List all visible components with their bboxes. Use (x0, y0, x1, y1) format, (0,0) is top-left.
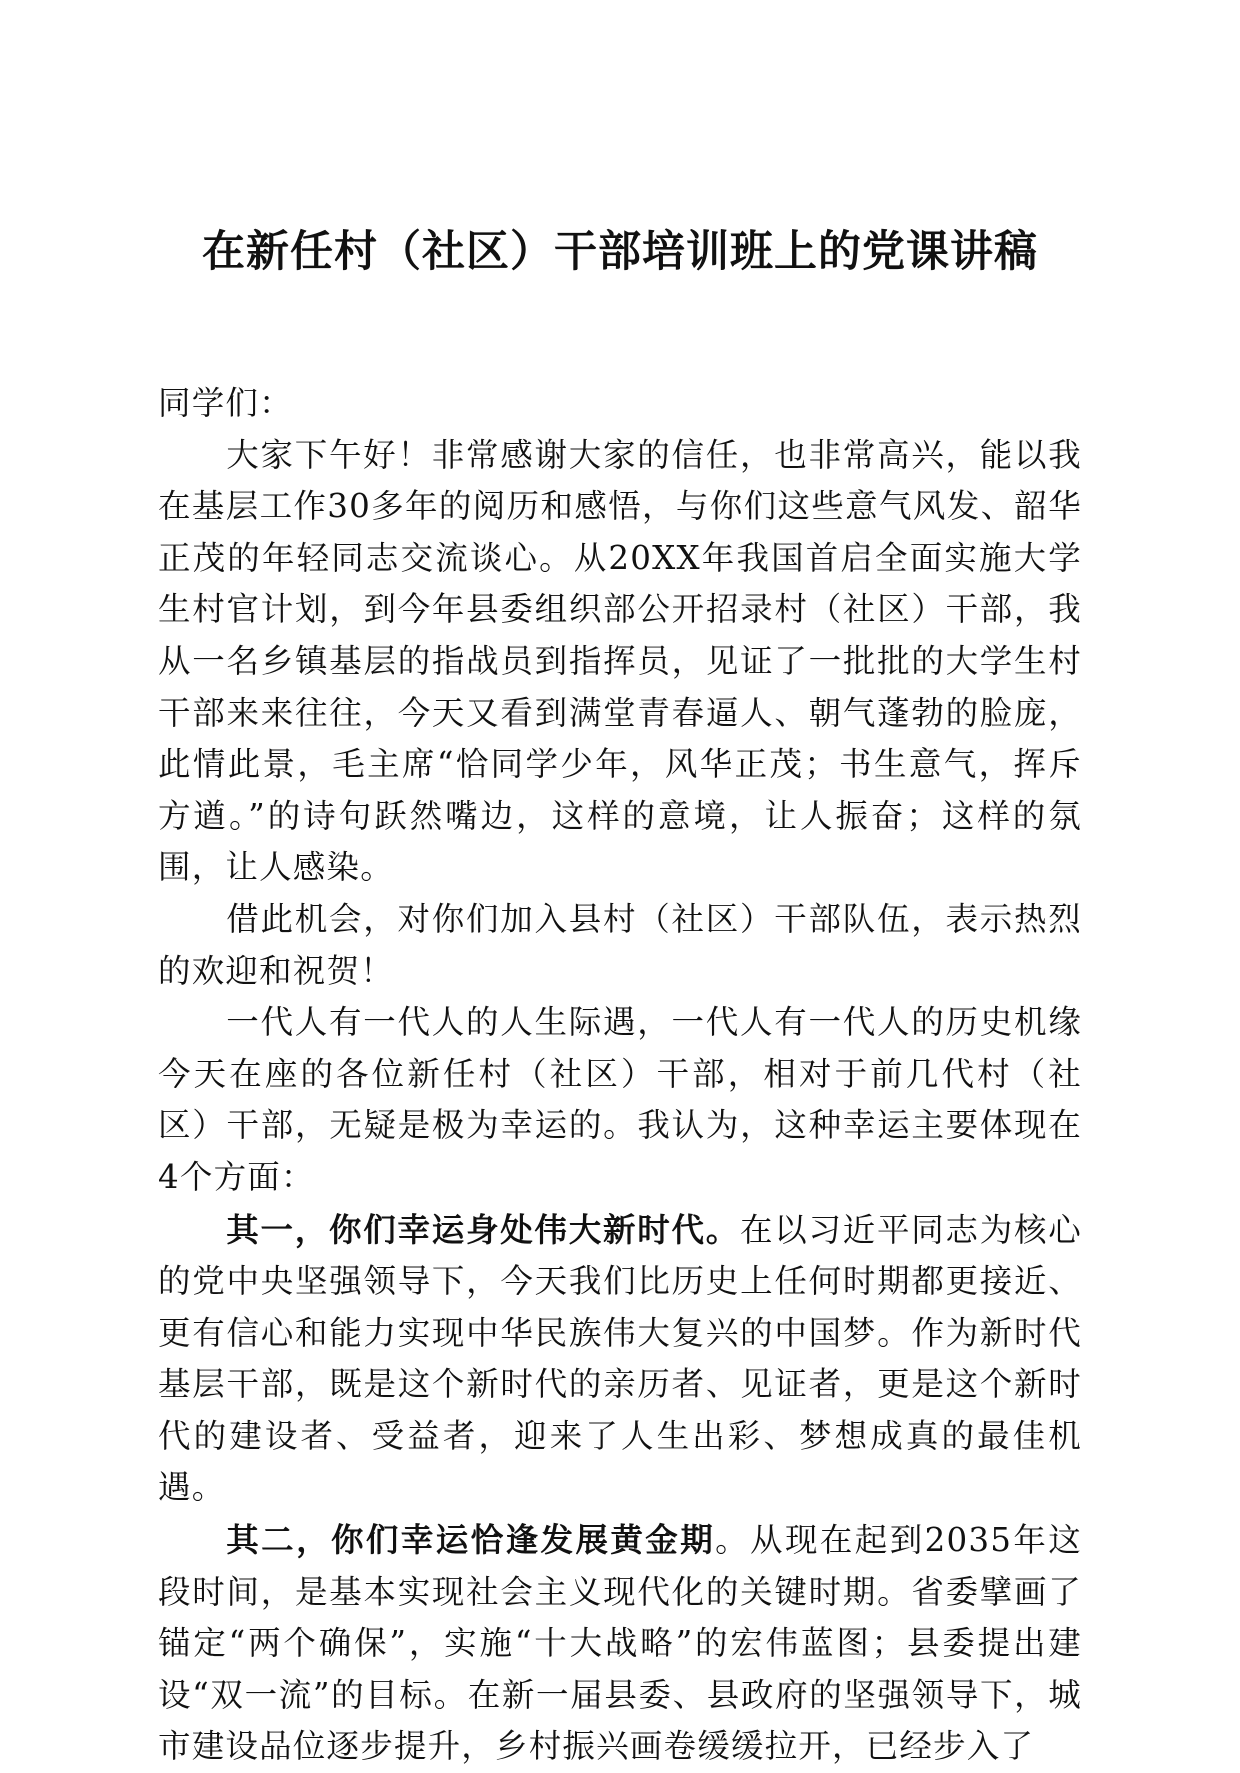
document-title: 在新任村（社区）干部培训班上的党课讲稿 (202, 227, 1038, 277)
paragraph-4-lead: 其一，你们幸运身处伟大新时代。 (226, 1209, 741, 1249)
paragraph-4-text: 在以习近平同志为核心的党中央坚强领导下，今天我们比历史上任何时期都更接近、更有信心和能力实现中华民族伟大复兴的中国梦。作为新时代基层干部，既是这个新时代的亲历者、见证者，更是这个新时代的建设者、受益者，迎来了人生出彩、梦想成真的最佳机遇。 (158, 1210, 1082, 1507)
paragraph-3: 一代人有一代人的人生际遇，一代人有一代人的历史机缘今天在座的各位新任村（社区）干部，相对于前几代村（社区）干部，无疑是极为幸运的。我认为，这种幸运主要体现在4个方面： (158, 1003, 1082, 1196)
salutation: 同学们： (158, 384, 293, 422)
paragraph-4 (158, 1204, 1082, 1515)
paragraph-5 (158, 1514, 1082, 1773)
paragraph-1: 大家下午好！非常感谢大家的信任，也非常高兴，能以我在基层工作30多年的阅历和感悟，与你们这些意气风发、韶华正茂的年轻同志交流谈心。从20XX年我国首启全面实施大学生村官计划，到今年县委组织部公开招录村（社区）干部，我从一名乡镇基层的指战员到指挥员，见证了一批批的大学生村干部来来往往，今天又看到满堂青春逼人、朝气蓬勃的脸庞，此情此景，毛主席“恰同学少年，风华正茂；书生意气，挥斥方遒。”的诗句跃然嘴边，这样的意境，让人振奋；这样的氛围，让人感染。 (158, 435, 1082, 887)
document-body (158, 378, 1082, 1773)
paragraph-5-text: 。从现在起到2035年这段时间，是基本实现社会主义现代化的关键时期。省委擘画了锚定“两个确保”，实施“十大战略”的宏伟蓝图；县委提出建设“双一流”的目标。在新一届县委、县政府的坚强领导下，城市建设品位逐步提升，乡村振兴画卷缓缓拉开，已经步入了 (158, 1521, 1082, 1766)
paragraph-2: 借此机会，对你们加入县村（社区）干部队伍，表示热烈的欢迎和祝贺！ (158, 899, 1082, 990)
paragraph-5-lead: 其二，你们幸运恰逢发展黄金期 (226, 1520, 716, 1560)
